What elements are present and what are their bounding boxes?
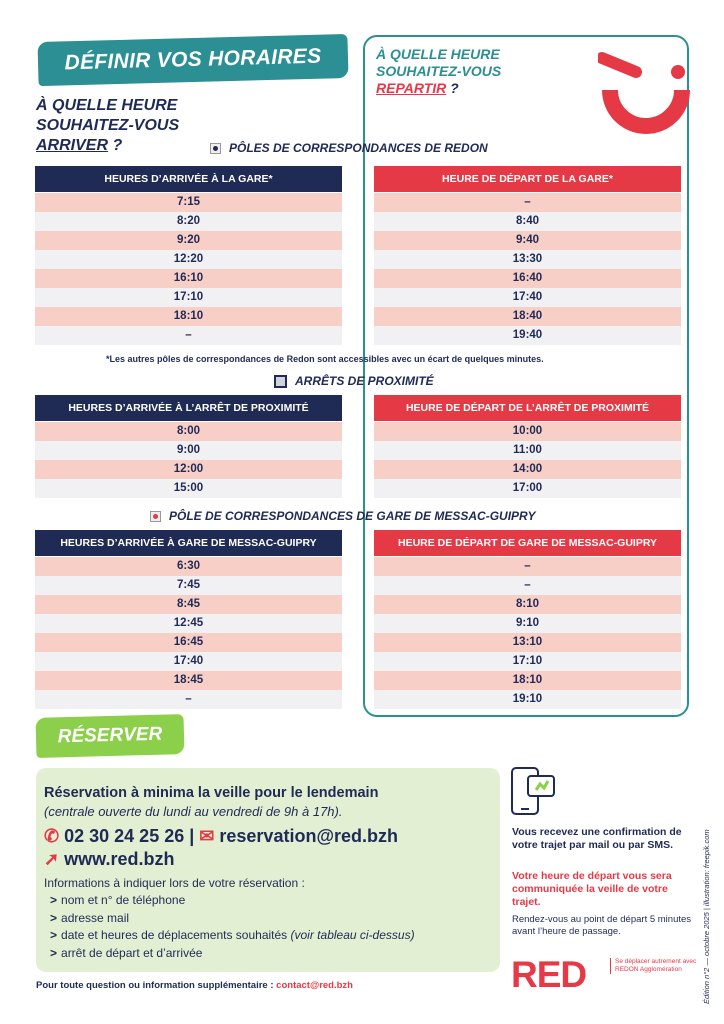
contact-link[interactable]: contact@red.bzh [276,980,353,991]
table-row: 17:40 [374,288,681,307]
info-list [50,892,415,962]
table-row: 17:40 [35,652,342,671]
website-link[interactable]: www.red.bzh [64,849,175,869]
table-row: 19:40 [374,326,681,345]
question-depart: À QUELLE HEURE SOUHAITEZ-VOUS REPARTIR ? [376,46,502,96]
table-row: 12:45 [35,614,342,633]
redon-arrival-header: HEURES D’ARRIVÉE À LA GARE* [35,166,342,192]
redon-footnote: *Les autres pôles de correspondances de Redon sont accessibles avec un écart de quelques minutes. [106,354,544,364]
smile-logo-icon [598,50,690,138]
table-row: 17:10 [35,288,342,307]
edition-note: Édition n°2 — octobre 2025 | illustration: freepik.com [702,829,711,1004]
question-arrive: À QUELLE HEURE SOUHAITEZ-VOUS ARRIVER ? [36,97,180,154]
table-row: 16:10 [35,269,342,288]
phone-icon: ✆ [44,826,60,846]
logo-tagline: Se déplacer autrement avec REDON Agglomération [610,958,705,974]
table-row: – [35,326,342,345]
table-row: – [374,557,681,576]
table-row: 9:10 [374,614,681,633]
confirmation-text: Vous recevez une confirmation de votre trajet par mail ou par SMS. [512,826,682,851]
redon-departure-header: HEURE DE DÉPART DE LA GARE* [374,166,681,192]
website-row [44,849,174,870]
table-row: 8:20 [35,212,342,231]
mail-icon: ✉ [199,826,215,846]
phone-number[interactable]: 02 30 24 25 26 | [64,826,195,846]
messac-arrival-header: HEURES D’ARRIVÉE À GARE DE MESSAC-GUIPRY [35,530,342,556]
table-row: 10:00 [374,422,681,441]
list-item: > date et heures de déplacements souhaités (voir tableau ci-dessus) [50,928,415,942]
table-row: 19:10 [374,690,681,709]
redon-arrival-table [35,166,342,345]
table-row: – [35,690,342,709]
table-row: 15:00 [35,479,342,498]
list-item: > arrêt de départ et d’arrivée [50,945,203,960]
table-row: 18:40 [374,307,681,326]
table-row: 8:45 [35,595,342,614]
table-row: 12:00 [35,460,342,479]
table-row: 12:20 [35,250,342,269]
proximite-arrival-table [35,395,342,498]
table-row: 7:45 [35,576,342,595]
proximite-departure-header: HEURE DE DÉPART DE L’ARRÊT DE PROXIMITÉ [374,395,681,421]
email-link[interactable]: reservation@red.bzh [219,826,398,846]
table-row: 18:10 [374,671,681,690]
table-row: 8:40 [374,212,681,231]
arrow-icon: ➚ [44,849,60,869]
table-row: – [374,193,681,212]
table-row: 13:10 [374,633,681,652]
table-row: 16:40 [374,269,681,288]
page-title-banner: DÉFINIR VOS HORAIRES [37,34,348,86]
navy-dot-icon [210,143,221,154]
table-row: 14:00 [374,460,681,479]
reservation-title: Réservation à minima la veille pour le lendemain [44,785,379,801]
table-row: 16:45 [35,633,342,652]
table-row: 11:00 [374,441,681,460]
table-row: 9:40 [374,231,681,250]
reservation-contact [44,826,398,847]
smartphone-icon [510,766,560,818]
table-row: 17:10 [374,652,681,671]
table-row: 9:20 [35,231,342,250]
table-row: 7:15 [35,193,342,212]
redon-departure-table [374,166,681,345]
messac-departure-header: HEURE DE DÉPART DE GARE DE MESSAC-GUIPRY [374,530,681,556]
table-row: – [374,576,681,595]
table-row: 18:10 [35,307,342,326]
table-row: 9:00 [35,441,342,460]
section-messac-title: PÔLE DE CORRESPONDANCES DE GARE DE MESSAC-GUIPRY [150,509,536,523]
square-marker-icon [274,375,287,388]
section-proximite-title: ARRÊTS DE PROXIMITÉ [274,374,434,388]
table-row: 18:45 [35,671,342,690]
footer-question: Pour toute question ou information supplémentaire : contact@red.bzh [36,980,353,991]
proximite-arrival-header: HEURES D’ARRIVÉE À L’ARRÊT DE PROXIMITÉ [35,395,342,421]
table-row: 8:10 [374,595,681,614]
meeting-notice: Rendez-vous au point de départ 5 minutes avant l’heure de passage. [512,914,692,937]
reservation-hours: (centrale ouverte du lundi au vendredi de 9h à 17h). [44,804,343,819]
list-item: > nom et n° de téléphone [50,893,186,907]
list-item: > adresse mail [50,910,130,925]
red-logo: RED [511,954,587,995]
table-row: 8:00 [35,422,342,441]
section-redon-title: PÔLES DE CORRESPONDANCES DE REDON [210,141,488,155]
table-row: 6:30 [35,557,342,576]
red-dot-icon [150,511,161,522]
table-row: 17:00 [374,479,681,498]
reserver-banner: RÉSERVER [36,714,185,758]
departure-notice: Votre heure de départ vous sera communiquée la veille de votre trajet. [512,870,672,908]
messac-arrival-table [35,530,342,709]
table-row: 13:30 [374,250,681,269]
messac-departure-table [374,530,681,709]
proximite-departure-table [374,395,681,498]
info-intro: Informations à indiquer lors de votre réservation : [44,876,305,890]
